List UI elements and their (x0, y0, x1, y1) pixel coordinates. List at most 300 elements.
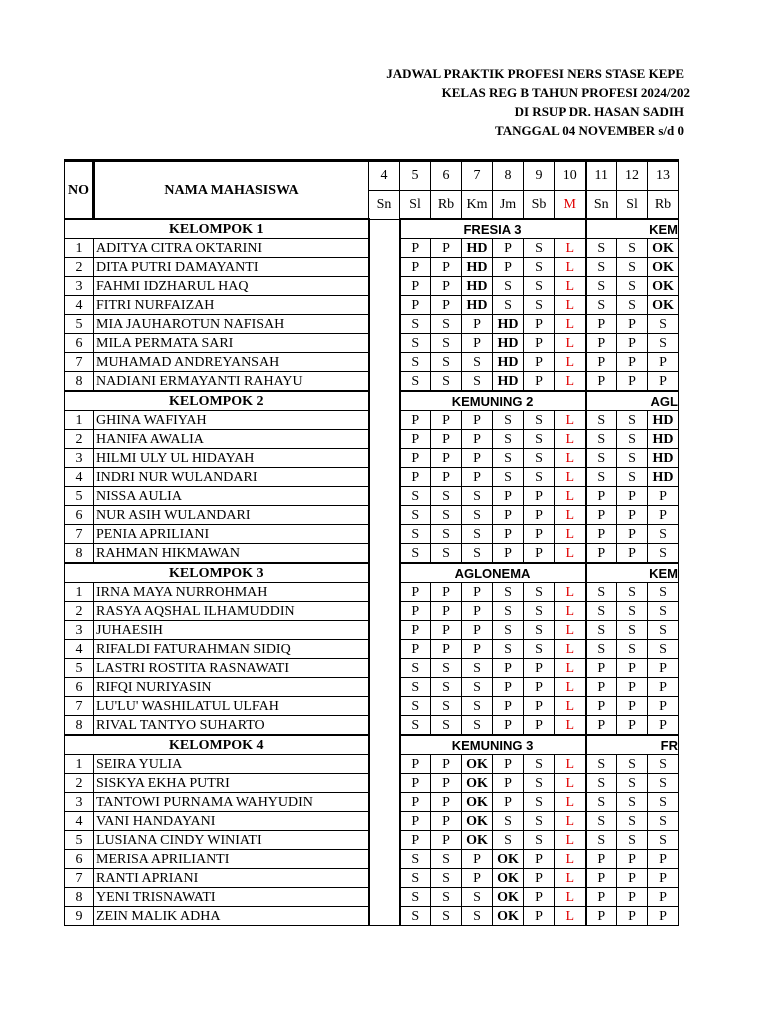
shift-cell: S (524, 621, 555, 640)
group-row (65, 219, 683, 239)
shift-cell: S (524, 239, 555, 258)
student-name: VANI HANDAYANI (94, 812, 369, 831)
shift-cell: OK (648, 296, 679, 315)
shift-cell: S (617, 793, 648, 812)
shift-cell: HD (648, 468, 679, 487)
shift-cell: P (462, 334, 493, 353)
shift-cell: S (524, 411, 555, 430)
header-row-dates (65, 161, 683, 191)
shift-cell: S (586, 755, 617, 774)
shift-cell: S (586, 468, 617, 487)
student-name: LASTRI ROSTITA RASNAWATI (94, 659, 369, 678)
shift-cell: S (462, 888, 493, 907)
shift-cell: L (555, 621, 586, 640)
shift-cell: S (431, 888, 462, 907)
student-number: 5 (65, 659, 94, 678)
shift-cell: P (431, 430, 462, 449)
shift-cell: P (462, 468, 493, 487)
shift-cell: P (493, 697, 524, 716)
student-number: 7 (65, 697, 94, 716)
shift-cell: L (555, 812, 586, 831)
shift-cell: S (524, 755, 555, 774)
title-line-2: KELAS REG B TAHUN PROFESI 2024/202 (441, 85, 690, 100)
shift-cell: L (555, 602, 586, 621)
shift-cell: S (462, 659, 493, 678)
shift-cell: S (524, 793, 555, 812)
shift-cell: S (586, 583, 617, 602)
student-number: 4 (65, 468, 94, 487)
shift-cell: OK (462, 812, 493, 831)
shift-cell: HD (493, 334, 524, 353)
student-name: IRNA MAYA NURROHMAH (94, 583, 369, 602)
student-name: PENIA APRILIANI (94, 525, 369, 544)
shift-cell: HD (648, 449, 679, 468)
shift-cell: S (400, 506, 431, 525)
column-header-name: NAMA MAHASISWA (94, 161, 369, 220)
shift-cell: S (617, 468, 648, 487)
shift-cell: S (648, 602, 679, 621)
student-name: MERISA APRILIANTI (94, 850, 369, 869)
date-header: 8 (493, 161, 524, 191)
shift-cell: S (524, 583, 555, 602)
shift-cell: S (524, 831, 555, 850)
shift-cell: P (431, 468, 462, 487)
shift-cell: P (462, 869, 493, 888)
shift-cell: P (400, 430, 431, 449)
shift-cell: HD (462, 239, 493, 258)
shift-cell: P (617, 506, 648, 525)
student-name: SISKYA EKHA PUTRI (94, 774, 369, 793)
student-name: SEIRA YULIA (94, 755, 369, 774)
shift-cell: P (400, 812, 431, 831)
shift-cell: L (555, 468, 586, 487)
shift-cell: S (400, 353, 431, 372)
shift-cell: S (400, 850, 431, 869)
shift-cell: S (617, 411, 648, 430)
title-line-3: DI RSUP DR. HASAN SADIH (514, 104, 684, 119)
shift-cell: P (617, 869, 648, 888)
shift-cell: S (431, 869, 462, 888)
shift-cell: L (555, 755, 586, 774)
shift-cell: S (617, 430, 648, 449)
shift-cell: P (617, 850, 648, 869)
ward-label-second: FR (586, 735, 679, 755)
shift-cell: S (400, 315, 431, 334)
shift-cell: P (431, 812, 462, 831)
shift-cell: S (648, 315, 679, 334)
shift-cell: P (648, 697, 679, 716)
student-number: 7 (65, 353, 94, 372)
student-number: 4 (65, 812, 94, 831)
ward-label-second: KEM (586, 563, 679, 583)
shift-cell: P (617, 372, 648, 392)
shift-cell: S (462, 372, 493, 392)
day-header: Sl (400, 190, 431, 219)
ward-label-second: AGL (586, 391, 679, 411)
day-header: Sn (586, 190, 617, 219)
student-name: NADIANI ERMAYANTI RAHAYU (94, 372, 369, 392)
shift-cell: L (555, 449, 586, 468)
date-header: 11 (586, 161, 617, 191)
shift-cell: OK (462, 793, 493, 812)
shift-cell: S (648, 544, 679, 564)
shift-cell: L (555, 640, 586, 659)
shift-cell: P (586, 315, 617, 334)
shift-cell: P (400, 621, 431, 640)
shift-cell: S (431, 659, 462, 678)
ward-label-second: KEM (586, 219, 679, 239)
shift-cell: P (586, 850, 617, 869)
shift-cell: P (524, 716, 555, 736)
shift-cell: P (400, 296, 431, 315)
shift-cell: S (431, 716, 462, 736)
student-number: 4 (65, 296, 94, 315)
shift-cell: L (555, 793, 586, 812)
shift-cell: P (524, 544, 555, 564)
shift-cell: S (648, 793, 679, 812)
shift-cell: P (431, 755, 462, 774)
student-name: RIFQI NURIYASIN (94, 678, 369, 697)
shift-cell: S (462, 544, 493, 564)
shift-cell: HD (648, 411, 679, 430)
student-name: RIFALDI FATURAHMAN SIDIQ (94, 640, 369, 659)
shift-cell: S (524, 277, 555, 296)
shift-cell: S (431, 697, 462, 716)
shift-cell: P (524, 869, 555, 888)
shift-cell: S (648, 831, 679, 850)
shift-cell: P (586, 353, 617, 372)
shift-cell: P (648, 678, 679, 697)
shift-cell: L (555, 334, 586, 353)
student-number: 8 (65, 544, 94, 564)
shift-cell: OK (462, 755, 493, 774)
shift-cell: P (431, 621, 462, 640)
shift-cell: L (555, 774, 586, 793)
shift-cell: S (617, 258, 648, 277)
shift-cell: S (586, 296, 617, 315)
shift-cell: P (493, 678, 524, 697)
shift-cell: P (493, 659, 524, 678)
shift-cell: S (400, 678, 431, 697)
student-name: ADITYA CITRA OKTARINI (94, 239, 369, 258)
shift-cell: S (648, 755, 679, 774)
student-name: HILMI ULY UL HIDAYAH (94, 449, 369, 468)
group-label: KELOMPOK 2 (65, 391, 369, 411)
shift-cell: S (617, 621, 648, 640)
shift-cell: P (617, 487, 648, 506)
shift-cell: P (431, 449, 462, 468)
shift-cell: L (555, 544, 586, 564)
student-number: 8 (65, 716, 94, 736)
shift-cell: S (617, 277, 648, 296)
shift-cell: P (586, 525, 617, 544)
shift-cell: S (617, 812, 648, 831)
shift-cell: P (586, 544, 617, 564)
shift-cell: S (524, 812, 555, 831)
student-name: DITA PUTRI DAMAYANTI (94, 258, 369, 277)
student-number: 9 (65, 907, 94, 926)
shift-cell: P (524, 506, 555, 525)
student-name: RAHMAN HIKMAWAN (94, 544, 369, 564)
student-name: RASYA AQSHAL ILHAMUDDIN (94, 602, 369, 621)
shift-cell: S (524, 602, 555, 621)
shift-cell: S (648, 621, 679, 640)
shift-cell: P (648, 716, 679, 736)
shift-cell: S (431, 315, 462, 334)
shift-cell: P (400, 640, 431, 659)
shift-cell: P (431, 239, 462, 258)
shift-cell: S (493, 277, 524, 296)
shift-cell: P (431, 258, 462, 277)
day-header: Km (462, 190, 493, 219)
student-number: 5 (65, 487, 94, 506)
shift-cell: P (400, 831, 431, 850)
shift-cell: S (400, 907, 431, 926)
shift-cell: P (617, 678, 648, 697)
shift-cell: S (400, 525, 431, 544)
day-header: Sn (369, 190, 400, 219)
shift-cell: P (462, 640, 493, 659)
shift-cell: S (431, 506, 462, 525)
shift-cell: P (462, 621, 493, 640)
student-number: 1 (65, 411, 94, 430)
shift-cell: P (524, 525, 555, 544)
date-header: 9 (524, 161, 555, 191)
student-name: MUHAMAD ANDREYANSAH (94, 353, 369, 372)
shift-cell: S (431, 487, 462, 506)
shift-cell: P (400, 583, 431, 602)
shift-cell: S (524, 258, 555, 277)
shift-cell: S (648, 583, 679, 602)
shift-cell: P (524, 334, 555, 353)
shift-cell: S (400, 372, 431, 392)
shift-cell: P (524, 372, 555, 392)
shift-cell: P (524, 315, 555, 334)
shift-cell: P (524, 487, 555, 506)
shift-cell: S (462, 697, 493, 716)
group-label: KELOMPOK 3 (65, 563, 369, 583)
student-number: 6 (65, 334, 94, 353)
shift-cell: P (586, 487, 617, 506)
student-number: 6 (65, 678, 94, 697)
shift-cell: OK (493, 888, 524, 907)
shift-cell: S (586, 430, 617, 449)
ward-label-first: FRESIA 3 (400, 219, 586, 239)
shift-cell: P (431, 774, 462, 793)
student-name: HANIFA AWALIA (94, 430, 369, 449)
student-number: 5 (65, 315, 94, 334)
shift-cell: P (431, 277, 462, 296)
date-header: 13 (648, 161, 679, 191)
date-header: 4 (369, 161, 400, 191)
shift-cell: S (462, 487, 493, 506)
shift-cell: S (648, 334, 679, 353)
student-number: 4 (65, 640, 94, 659)
student-name: ZEIN MALIK ADHA (94, 907, 369, 926)
student-number: 3 (65, 793, 94, 812)
shift-cell: S (493, 430, 524, 449)
student-name: TANTOWI PURNAMA WAHYUDIN (94, 793, 369, 812)
shift-cell: S (431, 372, 462, 392)
shift-cell: S (617, 755, 648, 774)
schedule-header (84, 64, 690, 140)
shift-cell: S (617, 602, 648, 621)
shift-cell: P (617, 888, 648, 907)
shift-cell: L (555, 831, 586, 850)
shift-cell: S (617, 239, 648, 258)
student-number: 3 (65, 277, 94, 296)
shift-cell: P (648, 353, 679, 372)
shift-cell: S (431, 544, 462, 564)
shift-cell: OK (493, 850, 524, 869)
shift-cell: P (648, 659, 679, 678)
shift-cell: P (462, 583, 493, 602)
shift-cell: S (400, 334, 431, 353)
shift-cell: L (555, 239, 586, 258)
schedule-table (64, 159, 682, 926)
student-name: LU'LU' WASHILATUL ULFAH (94, 697, 369, 716)
shift-cell: P (586, 888, 617, 907)
shift-cell: S (431, 678, 462, 697)
shift-cell: OK (648, 277, 679, 296)
shift-cell: OK (493, 869, 524, 888)
shift-cell: S (400, 716, 431, 736)
student-number: 1 (65, 755, 94, 774)
shift-cell: L (555, 697, 586, 716)
shift-cell: P (400, 793, 431, 812)
student-name: RANTI APRIANI (94, 869, 369, 888)
shift-cell: P (648, 869, 679, 888)
shift-cell: S (524, 430, 555, 449)
shift-cell: S (493, 468, 524, 487)
title-line-1: JADWAL PRAKTIK PROFESI NERS STASE KEPE (386, 66, 684, 81)
shift-cell: S (493, 621, 524, 640)
shift-cell: L (555, 411, 586, 430)
shift-cell: S (586, 411, 617, 430)
day-header: Jm (493, 190, 524, 219)
shift-cell: P (648, 850, 679, 869)
student-name: NISSA AULIA (94, 487, 369, 506)
shift-cell: P (400, 602, 431, 621)
shift-cell: S (586, 258, 617, 277)
shift-cell: L (555, 277, 586, 296)
date-header: 7 (462, 161, 493, 191)
shift-cell: HD (462, 277, 493, 296)
day-header: Rb (431, 190, 462, 219)
shift-cell: P (648, 907, 679, 926)
student-name: LUSIANA CINDY WINIATI (94, 831, 369, 850)
shift-cell: S (462, 678, 493, 697)
ward-label-first: KEMUNING 2 (400, 391, 586, 411)
shift-cell: OK (462, 774, 493, 793)
shift-cell: P (586, 334, 617, 353)
student-number: 3 (65, 621, 94, 640)
shift-cell: S (648, 812, 679, 831)
shift-cell: S (400, 888, 431, 907)
day-header: Rb (648, 190, 679, 219)
shift-cell: S (586, 640, 617, 659)
student-name: MIA JAUHAROTUN NAFISAH (94, 315, 369, 334)
student-number: 2 (65, 430, 94, 449)
shift-cell: L (555, 430, 586, 449)
shift-cell: S (431, 353, 462, 372)
shift-cell: L (555, 583, 586, 602)
shift-cell: P (400, 277, 431, 296)
shift-cell: S (493, 411, 524, 430)
student-name: FAHMI IDZHARUL HAQ (94, 277, 369, 296)
shift-cell: P (400, 755, 431, 774)
student-name: INDRI NUR WULANDARI (94, 468, 369, 487)
student-name: JUHAESIH (94, 621, 369, 640)
student-number: 6 (65, 506, 94, 525)
shift-cell: S (462, 506, 493, 525)
shift-cell: P (462, 449, 493, 468)
shift-cell: S (586, 774, 617, 793)
shift-cell: L (555, 487, 586, 506)
shift-cell: P (617, 659, 648, 678)
shift-cell: P (493, 793, 524, 812)
shift-cell: P (431, 793, 462, 812)
shift-cell: HD (493, 353, 524, 372)
shift-cell: P (431, 411, 462, 430)
shift-cell: S (493, 602, 524, 621)
shift-cell: S (617, 583, 648, 602)
student-number: 6 (65, 850, 94, 869)
ward-label-first: AGLONEMA (400, 563, 586, 583)
shift-cell: HD (493, 372, 524, 392)
shift-cell: P (586, 372, 617, 392)
shift-cell: P (431, 640, 462, 659)
student-name: RIVAL TANTYO SUHARTO (94, 716, 369, 736)
shift-cell: P (524, 353, 555, 372)
shift-cell: S (400, 697, 431, 716)
shift-cell: P (431, 583, 462, 602)
shift-cell: S (524, 774, 555, 793)
shift-cell: P (648, 506, 679, 525)
shift-cell: P (586, 659, 617, 678)
shift-cell: P (586, 697, 617, 716)
shift-cell: OK (462, 831, 493, 850)
shift-cell: P (462, 850, 493, 869)
shift-cell: S (462, 716, 493, 736)
shift-cell: S (586, 602, 617, 621)
shift-cell: L (555, 315, 586, 334)
shift-cell: P (617, 353, 648, 372)
day-header: Sl (617, 190, 648, 219)
shift-cell: P (493, 525, 524, 544)
shift-cell: S (648, 640, 679, 659)
shift-cell: S (462, 525, 493, 544)
student-name: GHINA WAFIYAH (94, 411, 369, 430)
shift-cell: L (555, 296, 586, 315)
shift-cell: S (431, 907, 462, 926)
shift-cell: S (462, 907, 493, 926)
shift-cell: L (555, 716, 586, 736)
shift-cell: P (400, 258, 431, 277)
student-number: 8 (65, 888, 94, 907)
shift-cell: S (586, 793, 617, 812)
shift-cell: HD (648, 430, 679, 449)
shift-cell: P (400, 239, 431, 258)
shift-cell: HD (493, 315, 524, 334)
shift-cell: S (586, 239, 617, 258)
shift-cell: P (586, 869, 617, 888)
date-header: 10 (555, 161, 586, 191)
student-number: 7 (65, 525, 94, 544)
orientation-column (369, 219, 400, 926)
title-line-4: TANGGAL 04 NOVEMBER s/d 0 (494, 123, 684, 138)
shift-cell: OK (493, 907, 524, 926)
